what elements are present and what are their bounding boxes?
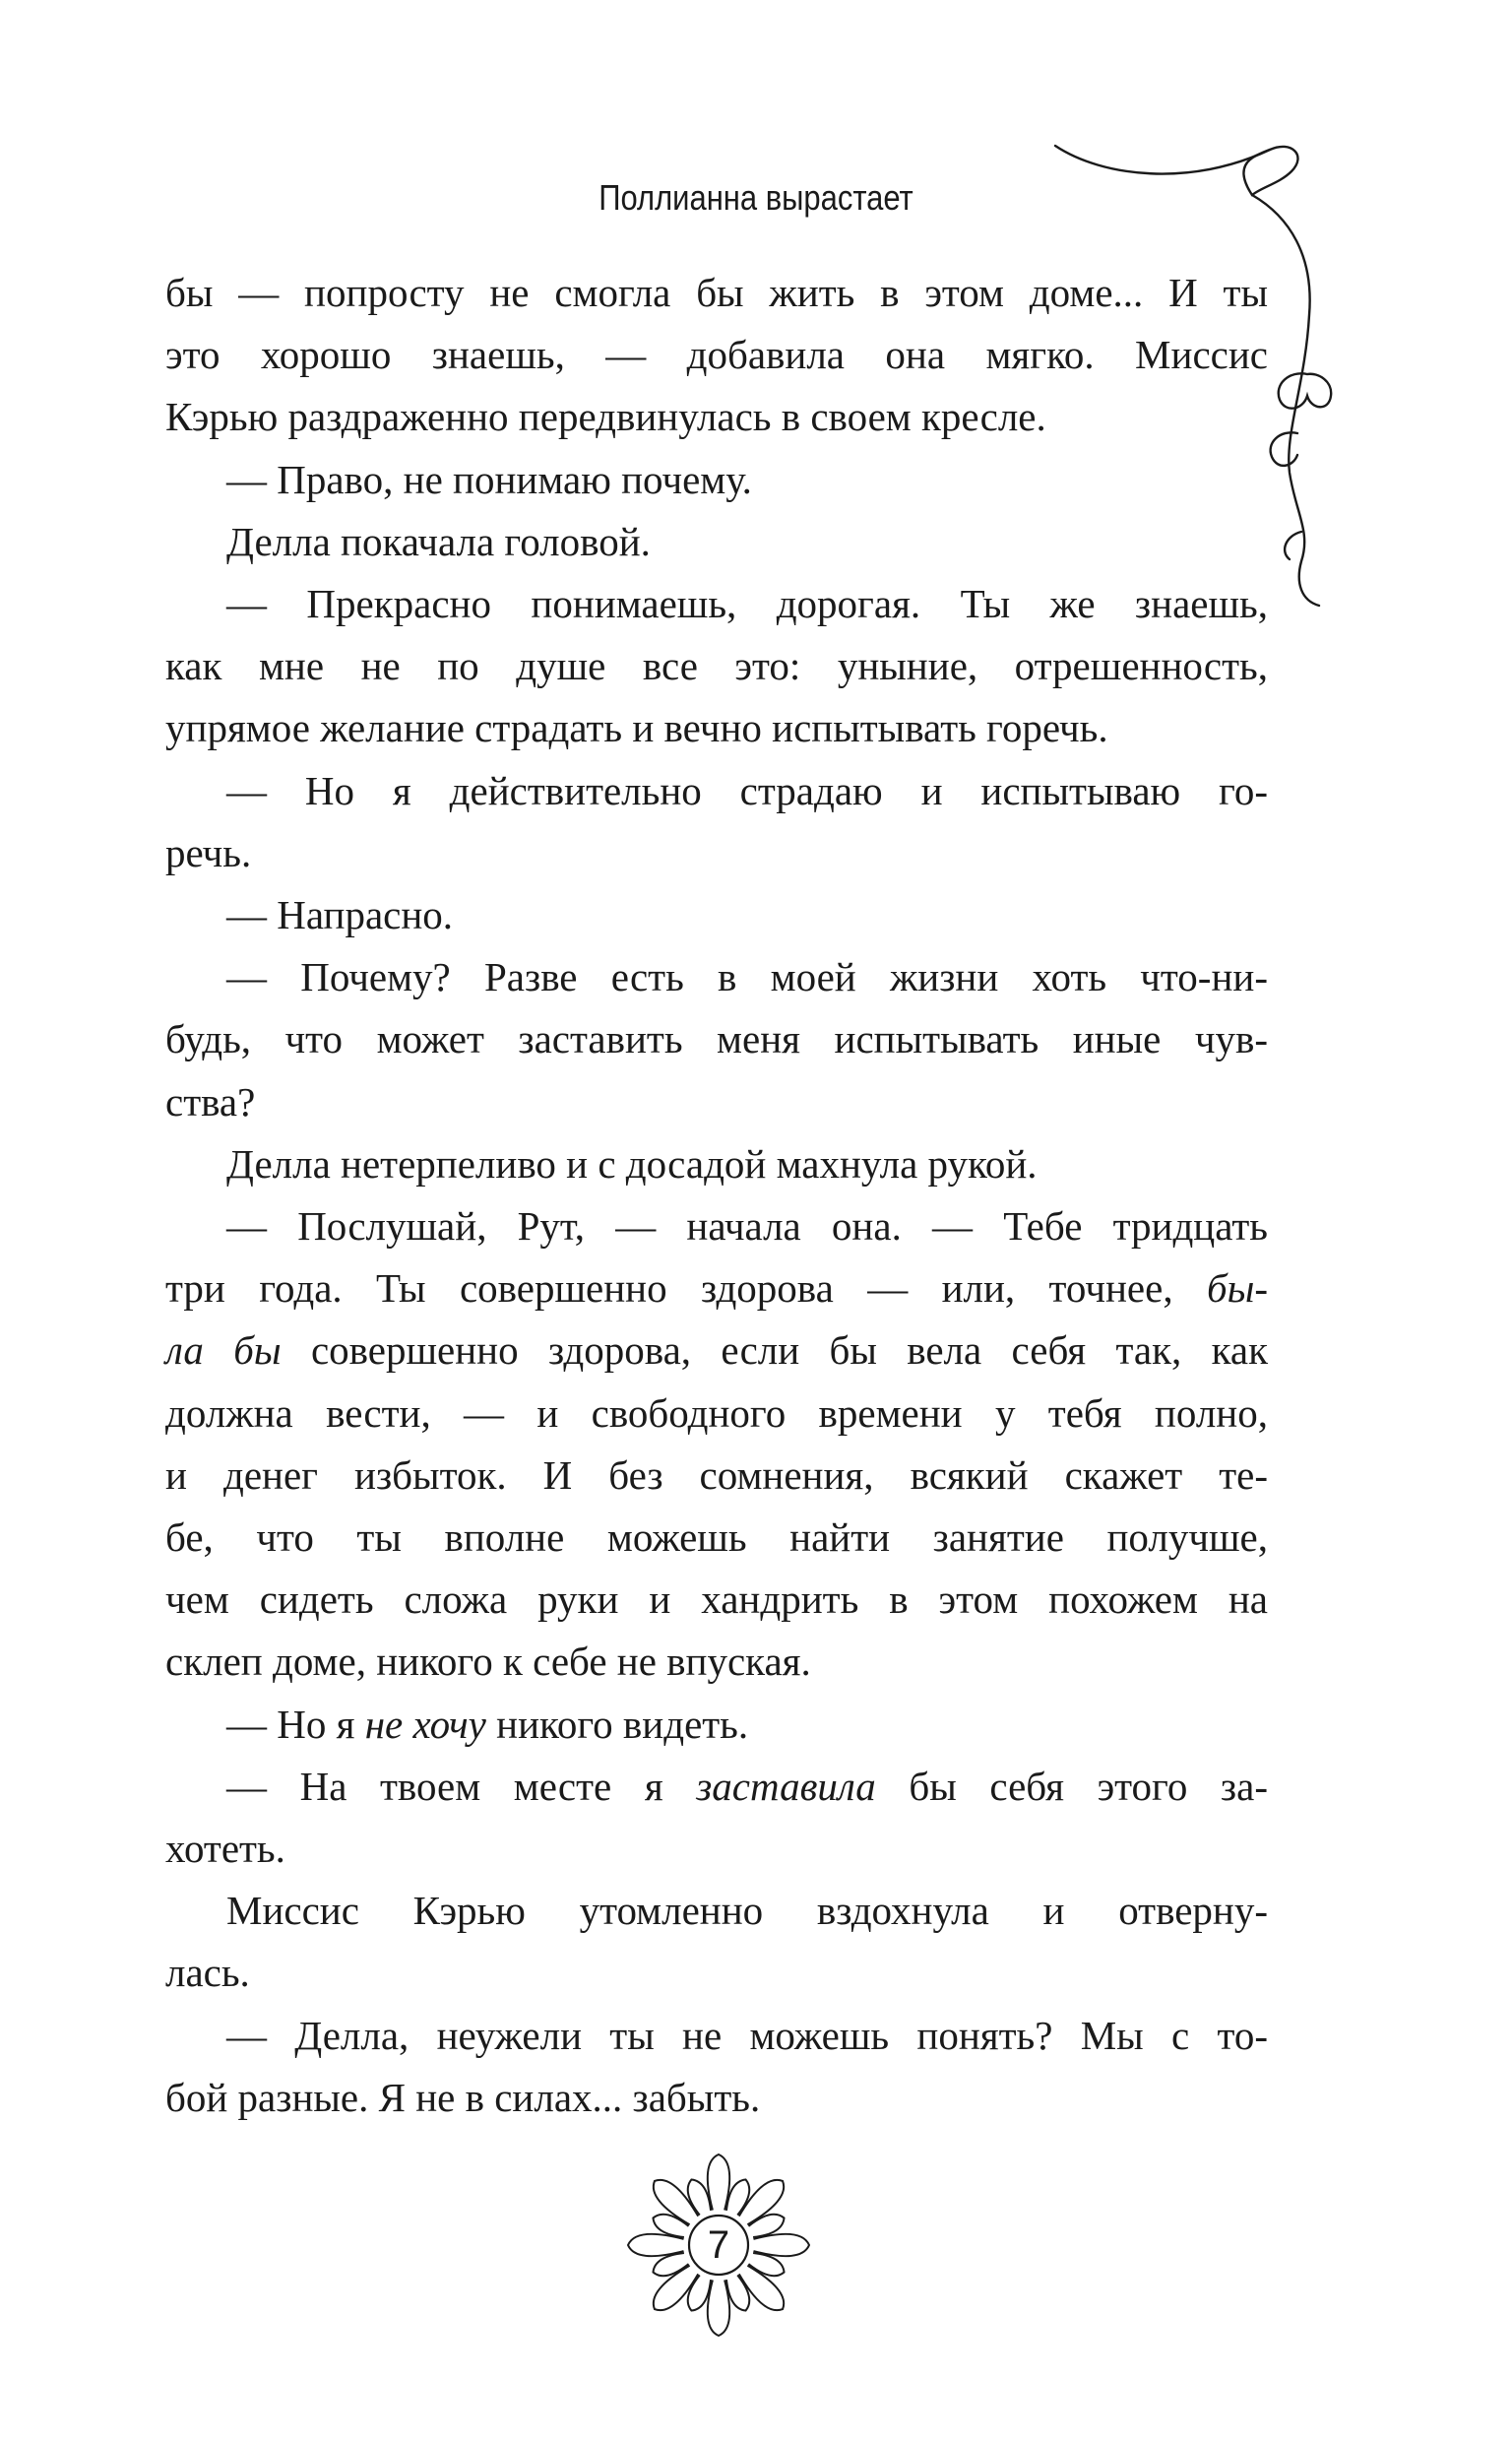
text-line: три года. Ты совершенно здорова — или, точнее, бы- [165, 1265, 1268, 1312]
text-line: будь, что может заставить меня испытывать иные чув- [165, 1016, 1268, 1062]
text-line: это хорошо знаешь, — добавила она мягко. Миссис [165, 332, 1268, 378]
text-line: ла бы совершенно здорова, если бы вела себя так, как [165, 1327, 1269, 1374]
text-line: и денег избыток. И без сомнения, всякий скажет те- [165, 1451, 1268, 1498]
page-body [165, 262, 1268, 2129]
text-line: упрямое желание страдать и вечно испытывать горечь. [165, 705, 1108, 751]
text-line: хотеть. [165, 1826, 285, 1872]
text-line: — Прекрасно понимаешь, дорогая. Ты же знаешь, [226, 581, 1268, 627]
text-line: как мне не по душе все это: уныние, отрешенность, [165, 643, 1268, 689]
text-line: — На твоем месте я заставила бы себя этого за- [226, 1763, 1268, 1809]
text-line: речь. [165, 829, 252, 875]
text-line: Делла нетерпеливо и с досадой махнула рукой. [226, 1140, 1038, 1187]
text-line: склеп доме, никого к себе не впуская. [165, 1639, 811, 1685]
text-line: Миссис Кэрью утомленно вздохнула и отверну- [226, 1888, 1268, 1934]
running-header: Поллианна вырастает [598, 177, 914, 218]
text-line: — Но я действительно страдаю и испытываю го- [226, 767, 1268, 813]
text-line: должна вести, — и свободного времени у тебя полно, [165, 1389, 1268, 1436]
text-line: — Послушай, Рут, — начала она. — Тебе тридцать [226, 1203, 1268, 1250]
text-line: лась. [165, 1950, 250, 1996]
page-number: 7 [707, 2222, 730, 2267]
text-line: бе, что ты вполне можешь найти занятие получше, [165, 1514, 1268, 1561]
text-line: Кэрью раздраженно передвинулась в своем кресле. [165, 394, 1046, 440]
text-line: — Право, не понимаю почему. [226, 456, 752, 502]
text-line: чем сидеть сложа руки и хандрить в этом похожем на [165, 1576, 1268, 1623]
text-line: бы — попросту не смогла бы жить в этом доме... И ты [165, 270, 1268, 315]
text-line: Делла покачала головой. [226, 518, 651, 564]
text-line: — Делла, неужели ты не можешь понять? Мы с то- [226, 2012, 1268, 2058]
text-line: — Напрасно. [226, 892, 454, 938]
text-line: ства? [165, 1078, 256, 1125]
text-line: — Но я не хочу никого видеть. [226, 1701, 749, 1747]
page-number-sun [610, 2137, 827, 2353]
text-line: бой разные. Я не в силах... забыть. [165, 2074, 761, 2120]
text-line: — Почему? Разве есть в моей жизни хоть что-ни- [226, 954, 1268, 1000]
